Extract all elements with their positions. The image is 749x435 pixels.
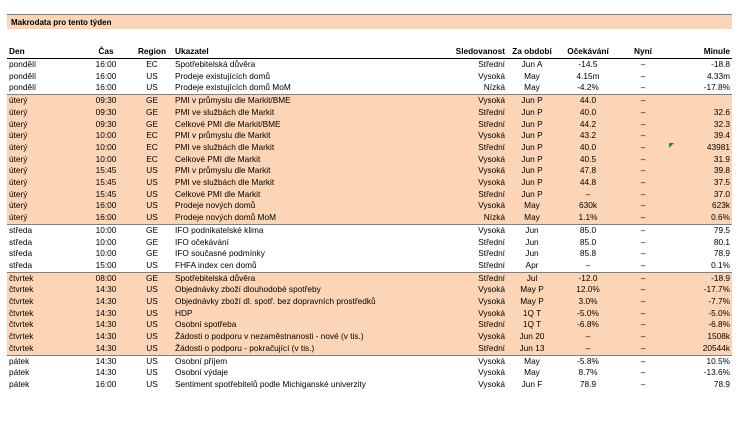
cell-cas: 16:00: [95, 59, 117, 69]
cell-cas: 14:30: [81, 319, 131, 331]
cell-ukazatel: HDP: [173, 308, 439, 320]
cell-nyni: –: [640, 82, 646, 93]
table-row: [7, 107, 732, 119]
cell-ukazatel: FHFA index cen domů: [175, 259, 257, 270]
table-row: [7, 355, 732, 367]
cell-obdobi: May: [524, 82, 540, 93]
cell-ocek: 40.0: [557, 107, 619, 119]
cell-region: US: [131, 343, 173, 355]
cell-ukazatel: PMI v průmyslu dle Markit: [173, 130, 439, 142]
cell-nyni: –: [619, 272, 667, 284]
cell-cas: 14:30: [81, 355, 131, 367]
table-row: [7, 154, 732, 166]
cell-obdobi: Jun P: [507, 189, 557, 201]
cell-region: US: [131, 189, 173, 201]
cell-den: pátek: [9, 367, 30, 378]
cell-obdobi: 1Q T: [507, 308, 557, 320]
cell-ukazatel: PMI ve službách dle Markit: [173, 177, 439, 189]
cell-nyni: –: [640, 248, 646, 259]
cell-sled: Střední: [439, 319, 507, 331]
cell-cas: 08:00: [81, 272, 131, 284]
cell-minule: -5.0%: [667, 308, 732, 320]
cell-cas: 16:00: [95, 378, 117, 389]
cell-region: US: [146, 82, 158, 93]
cell-cas: 15:00: [95, 259, 117, 270]
cell-obdobi: Jun P: [507, 130, 557, 142]
cell-cas: 16:00: [95, 70, 117, 81]
cell-cas: 10:00: [81, 142, 131, 154]
cell-cas: 15:45: [81, 189, 131, 201]
cell-nyni: –: [619, 130, 667, 142]
cell-region: GE: [131, 272, 173, 284]
cell-nyni: –: [640, 70, 646, 81]
cell-den: čtvrtek: [7, 272, 81, 284]
cell-region: GE: [146, 236, 158, 247]
table-row: [7, 200, 732, 212]
cell-den: úterý: [7, 107, 81, 119]
cell-region: US: [146, 259, 158, 270]
header-za-obdobi: Za období: [507, 43, 557, 59]
cell-ocek: -4.2%: [577, 82, 599, 93]
cell-region: GE: [131, 224, 173, 236]
table-row: [7, 284, 732, 296]
cell-ukazatel: Osobní příjem: [173, 355, 439, 367]
cell-cas: 14:30: [81, 308, 131, 320]
cell-cas: 14:30: [95, 367, 117, 378]
cell-cas: 16:00: [81, 212, 131, 224]
cell-ocek: 12.0%: [557, 284, 619, 296]
cell-minule: 31.9: [667, 154, 732, 166]
cell-minule: [667, 95, 732, 107]
table-row: [7, 71, 732, 83]
cell-ukazatel: Prodeje existujících domů: [175, 70, 271, 81]
cell-region: EC: [146, 59, 158, 69]
cell-minule: 37.5: [667, 177, 732, 189]
cell-sled: Střední: [439, 107, 507, 119]
table-row: [7, 142, 732, 154]
cell-ocek: 4.15m: [576, 70, 600, 81]
cell-sled: Střední: [439, 272, 507, 284]
cell-ocek: 40.5: [557, 154, 619, 166]
cell-sled: Nízká: [439, 212, 507, 224]
cell-den: pondělí: [9, 82, 37, 93]
table-row: [7, 189, 732, 201]
cell-obdobi: May: [507, 200, 557, 212]
cell-den: čtvrtek: [7, 296, 81, 308]
cell-nyni: –: [619, 284, 667, 296]
cell-minule: 32.3: [667, 119, 732, 131]
cell-ukazatel: Sentiment spotřebitelů podle Michiganské univerzity: [175, 378, 366, 389]
cell-minule: 1508k: [667, 331, 732, 343]
table-row: [7, 343, 732, 355]
cell-obdobi: Jun: [507, 224, 557, 236]
cell-obdobi: Jun 13: [507, 343, 557, 355]
cell-minule: -7.7%: [667, 296, 732, 308]
cell-den: středa: [7, 224, 81, 236]
cell-obdobi: May P: [507, 296, 557, 308]
cell-cas: 15:45: [81, 165, 131, 177]
cell-region: US: [131, 200, 173, 212]
cell-obdobi: Jun 20: [507, 331, 557, 343]
cell-ocek: 630k: [557, 200, 619, 212]
table-row: [7, 130, 732, 142]
cell-obdobi: Jun P: [507, 154, 557, 166]
table-row: [7, 59, 732, 71]
cell-ocek: 43.2: [557, 130, 619, 142]
cell-den: úterý: [7, 165, 81, 177]
cell-cas: 10:00: [95, 248, 117, 259]
cell-nyni: –: [619, 331, 667, 343]
cell-nyni: –: [619, 107, 667, 119]
table-row: [7, 296, 732, 308]
cell-sled: Vysoká: [439, 200, 507, 212]
table-row: [7, 248, 732, 260]
cell-minule: -17.7%: [667, 284, 732, 296]
cell-nyni: –: [640, 378, 646, 389]
header-ukazatel: Ukazatel: [173, 43, 439, 59]
cell-nyni: –: [640, 59, 646, 69]
cell-sled: Vysoká: [439, 331, 507, 343]
cell-region: US: [146, 70, 158, 81]
cell-minule: -13.6%: [703, 367, 730, 378]
cell-minule: 79.5: [667, 224, 732, 236]
table-row: [7, 165, 732, 177]
cell-obdobi: Jun P: [507, 95, 557, 107]
cell-sled: Vysoká: [439, 95, 507, 107]
cell-ocek: 8.7%: [578, 367, 598, 378]
cell-obdobi: Jun P: [507, 165, 557, 177]
cell-ocek: 44.8: [557, 177, 619, 189]
cell-minule: 78.9: [713, 378, 730, 389]
cell-den: středa: [9, 236, 33, 247]
cell-obdobi: Jun: [525, 248, 539, 259]
cell-obdobi: May: [524, 70, 540, 81]
cell-ocek: 47.8: [557, 165, 619, 177]
cell-ukazatel: Objednávky zboží dlouhodobé spotřeby: [173, 284, 439, 296]
cell-obdobi: Jun P: [507, 107, 557, 119]
cell-region: GE: [131, 95, 173, 107]
cell-sled: Vysoká: [439, 224, 507, 236]
cell-ocek: -12.0: [557, 272, 619, 284]
table-row: [7, 237, 732, 249]
cell-den: čtvrtek: [7, 343, 81, 355]
cell-ukazatel: Osobní spotřeba: [173, 319, 439, 331]
cell-den: úterý: [7, 212, 81, 224]
cell-den: čtvrtek: [7, 308, 81, 320]
cell-sled: Střední: [478, 236, 505, 247]
cell-ukazatel: Celkové PMI dle Markit: [173, 154, 439, 166]
table-row: [7, 260, 732, 272]
cell-den: pondělí: [9, 70, 37, 81]
cell-ocek: –: [557, 331, 619, 343]
cell-minule: 78.9: [713, 248, 730, 259]
cell-sled: Střední: [439, 189, 507, 201]
cell-sled: Vysoká: [439, 154, 507, 166]
cell-sled: Vysoká: [478, 378, 505, 389]
cell-region: US: [131, 319, 173, 331]
cell-ukazatel: PMI v průmyslu dle Markit/BME: [173, 95, 439, 107]
cell-obdobi: Jun A: [521, 59, 543, 69]
cell-nyni: –: [619, 308, 667, 320]
cell-sled: Vysoká: [439, 177, 507, 189]
header-cas: Čas: [81, 43, 131, 59]
cell-sled: Střední: [439, 142, 507, 154]
table-row: [7, 272, 732, 284]
cell-nyni: –: [619, 177, 667, 189]
cell-nyni: –: [619, 95, 667, 107]
cell-minule: 80.1: [713, 236, 730, 247]
cell-ocek: 40.0: [557, 142, 619, 154]
cell-obdobi: Jun P: [507, 119, 557, 131]
table-row: [7, 224, 732, 236]
cell-sled: Vysoká: [439, 296, 507, 308]
cell-sled: Vysoká: [439, 130, 507, 142]
header-region: Region: [131, 43, 173, 59]
cell-region: US: [146, 367, 158, 378]
cell-nyni: –: [619, 319, 667, 331]
cell-ocek: 3.0%: [557, 296, 619, 308]
cell-minule: -17.8%: [703, 82, 730, 93]
cell-den: úterý: [7, 130, 81, 142]
cell-region: EC: [131, 142, 173, 154]
cell-ocek: 78.9: [579, 378, 597, 389]
cell-ocek: -14.5: [578, 59, 598, 69]
cell-ocek: –: [557, 189, 619, 201]
cell-ocek: -6.8%: [557, 319, 619, 331]
table-row: [7, 119, 732, 131]
cell-cas: 15:45: [81, 177, 131, 189]
cell-minule: 0.6%: [667, 212, 732, 224]
cell-minule: 20544k: [667, 343, 732, 355]
cell-sled: Vysoká: [478, 367, 505, 378]
cell-obdobi: May P: [507, 284, 557, 296]
cell-ukazatel: IFO očekávání: [175, 236, 229, 247]
table-row: [7, 367, 732, 379]
cell-minule: -6.8%: [667, 319, 732, 331]
cell-sled: Střední: [478, 248, 505, 259]
cell-ukazatel: IFO současné podmínky: [175, 248, 265, 259]
cell-ukazatel: Celkové PMI dle Markit: [173, 189, 439, 201]
cell-cas: 09:30: [81, 107, 131, 119]
header-sledovanost: Sledovanost: [439, 43, 507, 59]
table-row: [7, 319, 732, 331]
cell-ukazatel: Prodeje existujících domů MoM: [175, 82, 291, 93]
cell-den: čtvrtek: [7, 331, 81, 343]
cell-minule: -18.9: [667, 272, 732, 284]
cell-den: pátek: [7, 355, 81, 367]
cell-ukazatel: Objednávky zboží dl. spotř. bez dopravních prostředků: [173, 296, 439, 308]
cell-cas: 10:00: [95, 236, 117, 247]
cell-ukazatel: Osobní výdaje: [175, 367, 229, 378]
cell-sled: Střední: [439, 119, 507, 131]
cell-obdobi: Jun P: [507, 142, 557, 154]
cell-nyni: –: [619, 343, 667, 355]
cell-ocek: 85.0: [557, 224, 619, 236]
cell-sled: Vysoká: [439, 355, 507, 367]
cell-ukazatel: Prodeje nových domů: [173, 200, 439, 212]
cell-den: pondělí: [9, 59, 37, 69]
cell-den: čtvrtek: [7, 319, 81, 331]
cell-nyni: –: [619, 165, 667, 177]
cell-nyni: –: [619, 154, 667, 166]
cell-nyni: –: [619, 224, 667, 236]
cell-region: US: [146, 378, 158, 389]
cell-region: US: [131, 212, 173, 224]
cell-minule: 10.5%: [667, 355, 732, 367]
cell-nyni: –: [640, 259, 646, 270]
cell-cas: 14:30: [81, 284, 131, 296]
table-row: [7, 308, 732, 320]
table-row: [7, 331, 732, 343]
cell-minule: 37.0: [667, 189, 732, 201]
cell-minule: 43981: [667, 142, 732, 154]
cell-obdobi: May: [524, 367, 540, 378]
cell-minule: 39.4: [667, 130, 732, 142]
table-row: [7, 379, 732, 391]
cell-den: pátek: [9, 378, 30, 389]
cell-cas: 09:30: [81, 95, 131, 107]
cell-sled: Vysoká: [439, 308, 507, 320]
cell-cas: 16:00: [95, 82, 117, 93]
cell-obdobi: Jun P: [507, 177, 557, 189]
cell-obdobi: Jul: [507, 272, 557, 284]
header-nyni: Nyní: [619, 43, 667, 59]
cell-sled: Vysoká: [478, 70, 505, 81]
cell-obdobi: 1Q T: [507, 319, 557, 331]
cell-cas: 14:30: [81, 343, 131, 355]
cell-ukazatel: PMI ve službách dle Markit: [173, 142, 439, 154]
cell-minule: 0.1%: [711, 259, 730, 270]
cell-den: čtvrtek: [7, 284, 81, 296]
cell-cas: 10:00: [81, 224, 131, 236]
cell-region: US: [131, 177, 173, 189]
cell-obdobi: Jun F: [521, 378, 543, 389]
header-minule: Minule: [667, 43, 732, 59]
cell-ukazatel: Žádosti o podporu - pokračující (v tis.): [173, 343, 439, 355]
cell-cas: 09:30: [81, 119, 131, 131]
cell-region: EC: [131, 154, 173, 166]
cell-region: GE: [131, 119, 173, 131]
cell-nyni: –: [640, 367, 646, 378]
cell-region: US: [131, 331, 173, 343]
table-title: Makrodata pro tento týden: [7, 14, 732, 29]
cell-sled: Střední: [439, 343, 507, 355]
cell-region: US: [131, 296, 173, 308]
cell-den: úterý: [7, 177, 81, 189]
cell-minule: 623k: [667, 200, 732, 212]
table-row: [7, 95, 732, 107]
cell-nyni: –: [619, 142, 667, 154]
cell-ocek: –: [557, 343, 619, 355]
cell-nyni: –: [619, 355, 667, 367]
table-row: [7, 177, 732, 189]
cell-ukazatel: IFO podnikatelské klima: [173, 224, 439, 236]
cell-region: US: [131, 355, 173, 367]
cell-ukazatel: PMI ve službách dle Markit: [173, 107, 439, 119]
cell-sled: Střední: [478, 259, 505, 270]
header-den: Den: [7, 43, 81, 59]
cell-region: EC: [131, 130, 173, 142]
cell-region: GE: [146, 248, 158, 259]
cell-den: středa: [9, 259, 33, 270]
cell-cas: 16:00: [81, 200, 131, 212]
cell-nyni: –: [619, 212, 667, 224]
cell-cas: 10:00: [81, 130, 131, 142]
cell-ukazatel: Prodeje nových domů MoM: [173, 212, 439, 224]
cell-den: úterý: [7, 200, 81, 212]
cell-den: úterý: [7, 95, 81, 107]
cell-obdobi: May: [507, 212, 557, 224]
cell-ocek: –: [585, 259, 591, 270]
cell-den: středa: [9, 248, 33, 259]
cell-obdobi: Apr: [525, 259, 539, 270]
cell-den: úterý: [7, 189, 81, 201]
cell-ocek: 1.1%: [557, 212, 619, 224]
cell-nyni: –: [619, 200, 667, 212]
cell-nyni: –: [640, 236, 646, 247]
cell-cas: 14:30: [81, 296, 131, 308]
cell-minule: 4.33m: [706, 70, 730, 81]
table-header-row: [7, 43, 732, 59]
cell-ocek: 44.2: [557, 119, 619, 131]
cell-cas: 10:00: [81, 154, 131, 166]
cell-ukazatel: PMI v průmyslu dle Markit: [173, 165, 439, 177]
cell-ocek: 44.0: [557, 95, 619, 107]
cell-sled: Nízká: [483, 82, 505, 93]
cell-den: úterý: [7, 142, 81, 154]
cell-ukazatel: Žádosti o podporu v nezaměstnanosti - nové (v tis.): [173, 331, 439, 343]
macro-data-table: [7, 43, 732, 391]
cell-minule: -18.8: [711, 59, 730, 69]
cell-region: US: [131, 308, 173, 320]
cell-region: US: [131, 165, 173, 177]
cell-ukazatel: Spotřebitelská důvěra: [173, 272, 439, 284]
table-row: [7, 82, 732, 94]
header-ocekavani: Očekávání: [557, 43, 619, 59]
cell-sled: Vysoká: [439, 284, 507, 296]
cell-den: úterý: [7, 154, 81, 166]
cell-ukazatel: Celkové PMI dle Markit/BME: [173, 119, 439, 131]
cell-sled: Vysoká: [439, 165, 507, 177]
cell-region: US: [131, 284, 173, 296]
cell-cas: 14:30: [81, 331, 131, 343]
cell-minule: 32.6: [667, 107, 732, 119]
cell-ocek: -5.8%: [557, 355, 619, 367]
cell-obdobi: May: [507, 355, 557, 367]
cell-region: GE: [131, 107, 173, 119]
cell-nyni: –: [619, 296, 667, 308]
cell-sled: Střední: [478, 59, 505, 69]
cell-den: úterý: [7, 119, 81, 131]
cell-obdobi: Jun: [525, 236, 539, 247]
cell-ocek: 85.0: [579, 236, 597, 247]
cell-minule: 39.8: [667, 165, 732, 177]
cell-ocek: -5.0%: [557, 308, 619, 320]
table-row: [7, 212, 732, 224]
cell-nyni: –: [619, 189, 667, 201]
cell-ocek: 85.8: [579, 248, 597, 259]
cell-nyni: –: [619, 119, 667, 131]
cell-ukazatel: Spotřebitelská důvěra: [175, 59, 256, 69]
